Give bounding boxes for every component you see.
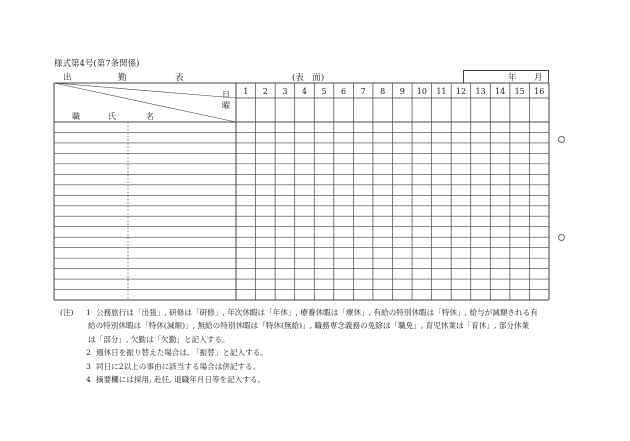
day-number: 13	[475, 87, 486, 96]
day-number: 2	[262, 87, 268, 96]
day-number: 4	[301, 87, 308, 96]
corner-diagonal-upper	[54, 83, 236, 98]
binder-hole-bottom	[558, 234, 565, 241]
note-number: 3	[86, 361, 91, 371]
year-label: 年	[508, 73, 517, 83]
form-number: 様式第4号(第7条関係)	[54, 59, 140, 69]
title-char-3: 表	[175, 73, 184, 83]
note-text: は「部分」, 欠勤は「欠勤」と記入する。	[88, 334, 230, 344]
weekday-header-label: 曜	[222, 101, 230, 110]
binder-hole-top	[558, 136, 565, 143]
day-number: 12	[455, 87, 467, 96]
note-text: 週休日を振り替えた場合は, 「振替」と記入する。	[96, 348, 268, 358]
day-header-label: 日	[222, 90, 230, 99]
day-number: 9	[399, 87, 405, 96]
day-number: 5	[321, 87, 327, 96]
note-text: 給の特別休暇は「特休(減額)」, 無給の特別休暇は「特休(無給)」, 職務専念義務の免除は「職免」, 育児休業は「育休」, 部分休業	[88, 321, 530, 331]
note-number: 1	[86, 308, 91, 317]
day-number: 8	[380, 87, 386, 96]
page-side-label: (表 面)	[292, 73, 325, 83]
day-number: 6	[341, 87, 347, 96]
notes-label: (注)	[60, 308, 74, 317]
day-number: 15	[514, 87, 525, 96]
name-header-label-2: 名	[146, 112, 154, 121]
day-number: 3	[282, 87, 288, 96]
day-number: 14	[495, 87, 506, 96]
day-number: 7	[360, 87, 366, 96]
day-number-row	[243, 87, 544, 96]
name-header-label-1: 氏	[108, 112, 116, 121]
day-number: 1	[243, 87, 249, 96]
note-number: 4	[86, 374, 91, 384]
note-text: 摘要欄には採用, 赴任, 退職年月日等を記入する。	[96, 374, 266, 384]
day-number: 11	[436, 87, 447, 96]
note-text: 公務旅行は「出張」, 研修は「研修」, 年次休暇は「年休」, 療養休暇は「療休」, 有給の特別休暇は「特休」, 給与が減額される有	[96, 308, 538, 317]
note-text: 同日に2以上の事由に該当する場合は併記する。	[96, 361, 261, 371]
month-label: 月	[534, 73, 543, 83]
corner-diagonal-lower	[54, 83, 236, 122]
title-char-1: 出	[63, 73, 72, 83]
day-number: 10	[416, 87, 427, 96]
grid-lines	[54, 83, 549, 300]
day-number: 16	[534, 87, 545, 96]
title-char-2: 勤	[118, 73, 127, 83]
position-header-label: 職	[72, 112, 80, 121]
note-number: 2	[86, 348, 91, 358]
notes-section	[60, 306, 580, 386]
